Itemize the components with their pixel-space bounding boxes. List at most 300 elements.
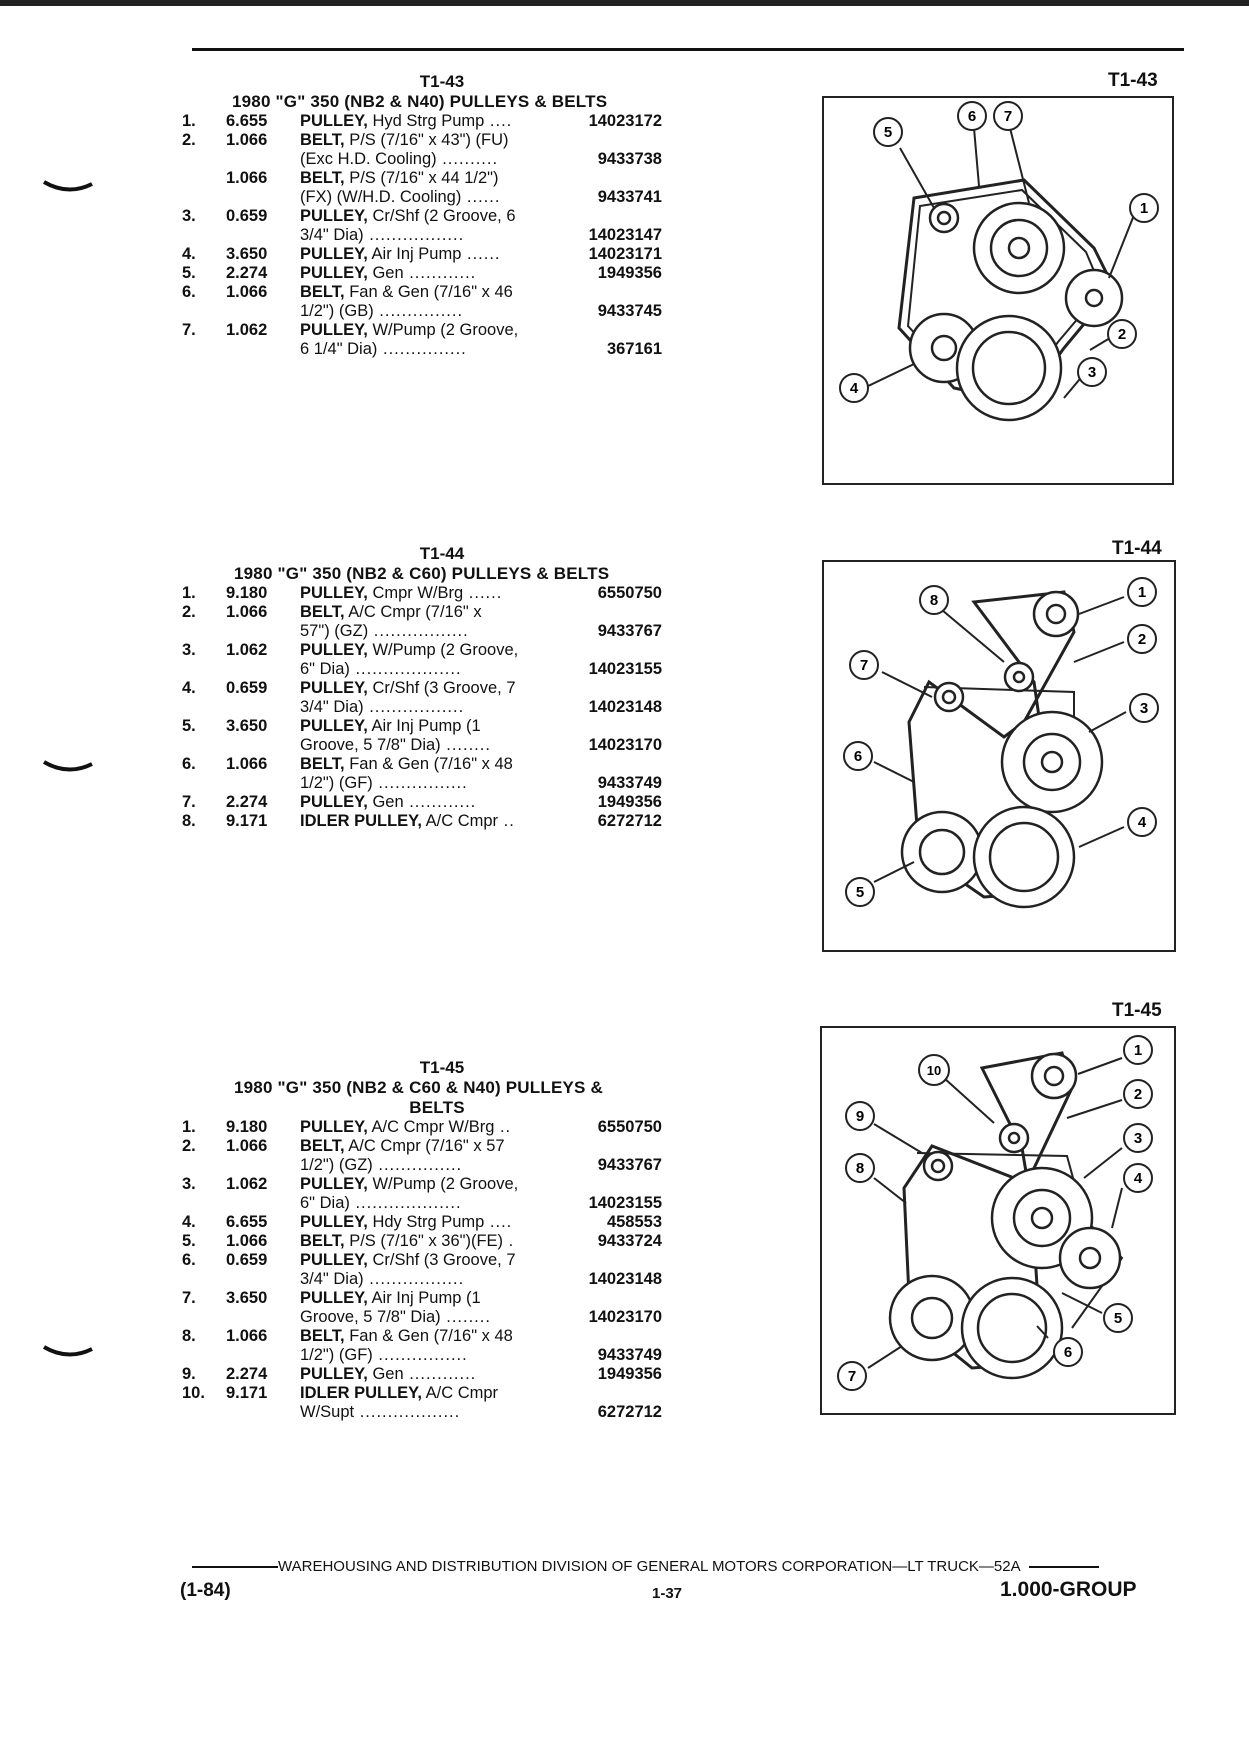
part-number	[566, 1327, 662, 1346]
item-description	[300, 1232, 566, 1251]
parts-row	[182, 622, 662, 641]
item-number	[182, 169, 226, 188]
item-detail: Air Inj Pump (1	[367, 717, 481, 735]
item-code	[226, 774, 300, 793]
svg-text:1: 1	[1137, 584, 1147, 601]
parts-row	[182, 131, 662, 150]
item-detail: 3/4" Dia)	[300, 698, 364, 716]
item-detail: A/C Cmpr	[421, 1384, 499, 1402]
item-number: 4.	[182, 679, 196, 697]
parts-row	[182, 283, 662, 302]
parts-row	[182, 245, 662, 264]
item-code: 0.659	[226, 679, 268, 697]
part-number: 14023171	[588, 245, 662, 263]
item-code	[226, 1194, 300, 1213]
parts-row	[182, 717, 662, 736]
part-number	[566, 641, 662, 660]
item-description	[300, 1289, 566, 1308]
item-code: 9.180	[226, 1118, 268, 1136]
item-type: PULLEY,	[300, 1365, 368, 1383]
item-number	[182, 1156, 226, 1175]
item-number: 3.	[182, 207, 196, 225]
item-detail: 6" Dia)	[300, 660, 350, 678]
binder-hole-mark	[42, 1345, 94, 1359]
item-code: 3.650	[226, 245, 268, 263]
item-number	[182, 698, 226, 717]
part-number	[566, 1175, 662, 1194]
item-type: PULLEY,	[300, 1251, 368, 1269]
item-type: PULLEY,	[300, 641, 368, 659]
section-code: T1-44	[419, 544, 465, 563]
part-number	[566, 283, 662, 302]
parts-row	[182, 1232, 662, 1251]
item-number: 3.	[182, 641, 196, 659]
svg-text:5: 5	[1113, 1310, 1123, 1327]
callout-6	[1054, 1338, 1082, 1366]
item-type: PULLEY,	[300, 717, 368, 735]
item-description	[300, 1346, 566, 1365]
item-code: 9.171	[226, 1384, 268, 1402]
item-number: 3.	[182, 1175, 196, 1193]
item-number: 7.	[182, 793, 196, 811]
callout-2	[1124, 1080, 1152, 1108]
parts-row	[182, 774, 662, 793]
item-detail: A/C Cmpr (7/16" x	[344, 603, 482, 621]
item-detail: Cr/Shf (2 Groove, 6	[367, 207, 516, 225]
part-number	[566, 679, 662, 698]
item-detail: Cr/Shf (3 Groove, 7	[367, 1251, 516, 1269]
parts-row	[182, 1175, 662, 1194]
part-number: 458553	[606, 1213, 662, 1231]
item-type: PULLEY,	[300, 321, 368, 339]
item-code	[226, 1156, 300, 1175]
part-number	[566, 169, 662, 188]
item-type: BELT,	[300, 1327, 345, 1345]
item-description	[300, 622, 566, 641]
svg-text:7: 7	[859, 657, 869, 674]
svg-text:6: 6	[967, 108, 977, 125]
parts-row	[182, 1118, 662, 1137]
part-number	[566, 207, 662, 226]
parts-row	[182, 1270, 662, 1289]
item-description	[300, 1270, 566, 1289]
item-type: PULLEY,	[300, 793, 368, 811]
item-number: 6.	[182, 283, 196, 301]
item-description	[300, 112, 566, 131]
item-detail: A/C Cmpr (7/16" x 57	[344, 1137, 505, 1155]
svg-text:1: 1	[1139, 200, 1149, 217]
callout-5	[1104, 1304, 1132, 1332]
footer-date: (1-84)	[180, 1580, 231, 1601]
svg-text:4: 4	[1137, 814, 1147, 831]
parts-section-t1-45	[182, 1058, 662, 1422]
item-description	[300, 660, 566, 679]
item-detail: Hdy Strg Pump	[367, 1213, 485, 1231]
item-code: 1.062	[226, 1175, 268, 1193]
item-detail: Hyd Strg Pump	[367, 112, 485, 130]
item-detail: Cmpr W/Brg	[367, 584, 464, 602]
item-code: 1.066	[226, 283, 268, 301]
svg-text:4: 4	[849, 380, 859, 397]
item-code	[226, 1403, 300, 1422]
item-description	[300, 245, 566, 264]
callout-2	[1128, 625, 1156, 653]
callout-7	[994, 102, 1022, 130]
item-number: 2.	[182, 603, 196, 621]
item-code	[226, 188, 300, 207]
item-type: BELT,	[300, 283, 345, 301]
item-description	[300, 188, 566, 207]
item-number	[182, 188, 226, 207]
item-description	[300, 603, 566, 622]
parts-row	[182, 264, 662, 283]
svg-text:7: 7	[847, 1368, 857, 1385]
item-number: 7.	[182, 321, 196, 339]
item-code: 1.066	[226, 603, 268, 621]
dot-leader: ............	[403, 793, 477, 811]
item-detail: Gen	[367, 264, 404, 282]
item-description	[300, 736, 566, 755]
section-title: 1980 "G" 350 (NB2 & C60) PULLEYS & BELTS	[234, 564, 610, 583]
section-title-continued: BELTS	[409, 1098, 465, 1117]
callout-6	[844, 742, 872, 770]
dot-leader: ..	[494, 1118, 512, 1136]
part-number	[566, 717, 662, 736]
callout-8	[846, 1154, 874, 1182]
item-code: 9.171	[226, 812, 268, 830]
dot-leader: .................	[363, 226, 465, 244]
dot-leader: .................	[363, 1270, 465, 1288]
item-code: 1.062	[226, 641, 268, 659]
svg-text:5: 5	[883, 124, 893, 141]
parts-row	[182, 1403, 662, 1422]
item-code	[226, 340, 300, 359]
part-number: 14023155	[588, 1194, 662, 1212]
part-number: 14023172	[588, 112, 662, 130]
item-code	[226, 660, 300, 679]
item-code: 0.659	[226, 207, 268, 225]
item-number: 8.	[182, 1327, 196, 1345]
item-description	[300, 1365, 566, 1384]
item-detail: 3/4" Dia)	[300, 1270, 364, 1288]
top-border	[0, 0, 1249, 6]
item-description	[300, 226, 566, 245]
item-description	[300, 169, 566, 188]
svg-text:9: 9	[855, 1108, 865, 1125]
callout-4	[1124, 1164, 1152, 1192]
svg-text:6: 6	[1063, 1344, 1073, 1361]
item-number: 6.	[182, 1251, 196, 1269]
item-type: PULLEY,	[300, 1175, 368, 1193]
parts-row	[182, 793, 662, 812]
callout-1	[1124, 1036, 1152, 1064]
item-description	[300, 793, 566, 812]
item-detail: A/C Cmpr	[421, 812, 499, 830]
callout-1	[1130, 194, 1158, 222]
item-detail: 3/4" Dia)	[300, 226, 364, 244]
part-number: 6550750	[597, 584, 662, 602]
item-number: 5.	[182, 717, 196, 735]
item-code	[226, 226, 300, 245]
item-description	[300, 1251, 566, 1270]
item-description	[300, 1137, 566, 1156]
item-code	[226, 150, 300, 169]
item-type: PULLEY,	[300, 1213, 368, 1231]
parts-row	[182, 641, 662, 660]
part-number: 9433745	[597, 302, 662, 320]
item-number	[182, 1270, 226, 1289]
callout-4	[1128, 808, 1156, 836]
item-detail: Groove, 5 7/8" Dia)	[300, 1308, 441, 1326]
item-detail: Fan & Gen (7/16" x 48	[344, 755, 513, 773]
section-code: T1-45	[419, 1058, 465, 1077]
item-code: 2.274	[226, 264, 268, 282]
item-number	[182, 150, 226, 169]
item-code: 0.659	[226, 1251, 268, 1269]
item-type: IDLER PULLEY,	[300, 1384, 422, 1402]
item-detail: 1/2") (GF)	[300, 774, 373, 792]
parts-row	[182, 812, 662, 831]
header-rule	[192, 48, 1184, 51]
item-number	[182, 1346, 226, 1365]
parts-row	[182, 1346, 662, 1365]
item-description	[300, 641, 566, 660]
dot-leader: ...............	[373, 302, 464, 320]
item-number	[182, 660, 226, 679]
part-number	[566, 603, 662, 622]
part-number	[566, 1384, 662, 1403]
dot-leader: ......	[461, 245, 501, 263]
dot-leader: ................	[372, 774, 468, 792]
parts-row	[182, 112, 662, 131]
item-detail: P/S (7/16" x 36")(FE)	[344, 1232, 504, 1250]
dot-leader: .................	[368, 622, 469, 640]
pulley-diagram-t1-44	[822, 560, 1176, 952]
parts-row	[182, 698, 662, 717]
item-detail: P/S (7/16" x 44 1/2")	[344, 169, 499, 187]
dot-leader: ........	[440, 736, 491, 754]
item-description	[300, 1213, 566, 1232]
dot-leader: ...................	[349, 1194, 462, 1212]
parts-row	[182, 321, 662, 340]
part-number: 6272712	[597, 812, 662, 830]
item-description	[300, 283, 566, 302]
svg-text:7: 7	[1003, 108, 1013, 125]
dot-leader: ......	[463, 584, 503, 602]
item-description	[300, 717, 566, 736]
item-number: 1.	[182, 1118, 196, 1136]
svg-text:8: 8	[929, 592, 939, 609]
item-type: BELT,	[300, 1232, 345, 1250]
item-detail: 6 1/4" Dia)	[300, 340, 378, 358]
parts-row	[182, 1289, 662, 1308]
item-description	[300, 812, 566, 831]
item-description	[300, 207, 566, 226]
part-number	[566, 131, 662, 150]
item-detail: Gen	[367, 793, 404, 811]
item-detail: Gen	[367, 1365, 404, 1383]
item-number: 2.	[182, 1137, 196, 1155]
callout-1	[1128, 578, 1156, 606]
item-description	[300, 698, 566, 717]
section-title: 1980 "G" 350 (NB2 & C60 & N40) PULLEYS &	[234, 1078, 603, 1097]
pulley-diagram-t1-43	[822, 96, 1174, 485]
parts-row	[182, 1213, 662, 1232]
item-type: PULLEY,	[300, 207, 368, 225]
parts-row	[182, 1308, 662, 1327]
belt-routing-illustration	[822, 1028, 1174, 1413]
dot-leader: ..................	[354, 1403, 461, 1421]
part-number: 9433741	[597, 188, 662, 206]
svg-text:4: 4	[1133, 1170, 1143, 1187]
item-number: 6.	[182, 755, 196, 773]
item-description	[300, 1194, 566, 1213]
part-number: 6272712	[597, 1403, 662, 1421]
item-type: PULLEY,	[300, 679, 368, 697]
item-detail: A/C Cmpr W/Brg	[367, 1118, 495, 1136]
part-number: 14023147	[588, 226, 662, 244]
item-detail: W/Pump (2 Groove,	[367, 641, 519, 659]
item-code	[226, 622, 300, 641]
item-description	[300, 321, 566, 340]
item-code	[226, 1346, 300, 1365]
item-number: 10.	[182, 1384, 205, 1402]
item-code: 6.655	[226, 1213, 268, 1231]
callout-2	[1108, 320, 1136, 348]
item-description	[300, 1156, 566, 1175]
parts-row	[182, 1365, 662, 1384]
item-number	[182, 340, 226, 359]
figure-label: T1-45	[1112, 1000, 1162, 1021]
part-number: 1949356	[597, 1365, 662, 1383]
item-description	[300, 679, 566, 698]
part-number: 9433767	[597, 622, 662, 640]
parts-row	[182, 150, 662, 169]
item-detail: Air Inj Pump	[367, 245, 462, 263]
parts-row	[182, 679, 662, 698]
parts-row	[182, 1156, 662, 1175]
item-type: BELT,	[300, 131, 345, 149]
item-number: 4.	[182, 245, 196, 263]
item-detail: P/S (7/16" x 43") (FU)	[344, 131, 509, 149]
parts-row	[182, 188, 662, 207]
item-code: 1.066	[226, 1232, 268, 1250]
parts-row	[182, 302, 662, 321]
part-number: 14023148	[588, 1270, 662, 1288]
part-number	[566, 755, 662, 774]
svg-text:2: 2	[1117, 326, 1127, 343]
item-detail: 1/2") (GF)	[300, 1346, 373, 1364]
svg-text:5: 5	[855, 884, 865, 901]
item-description	[300, 1384, 566, 1403]
item-detail: (Exc H.D. Cooling)	[300, 150, 437, 168]
part-number: 14023170	[588, 736, 662, 754]
parts-row	[182, 584, 662, 603]
item-description	[300, 150, 566, 169]
dot-leader: .................	[363, 698, 465, 716]
item-description	[300, 1118, 566, 1137]
dot-leader: ................	[372, 1346, 468, 1364]
pulley-diagram-t1-45	[820, 1026, 1176, 1415]
part-number: 367161	[606, 340, 662, 358]
item-description	[300, 340, 566, 359]
callout-3	[1130, 694, 1158, 722]
callout-10	[919, 1055, 949, 1085]
item-description	[300, 1175, 566, 1194]
svg-text:2: 2	[1133, 1086, 1143, 1103]
parts-row	[182, 340, 662, 359]
item-number	[182, 1308, 226, 1327]
callout-6	[958, 102, 986, 130]
svg-text:10: 10	[926, 1063, 942, 1078]
item-number	[182, 774, 226, 793]
item-detail: Cr/Shf (3 Groove, 7	[367, 679, 516, 697]
parts-section-t1-43	[182, 72, 662, 359]
parts-row	[182, 755, 662, 774]
item-type: PULLEY,	[300, 245, 368, 263]
callout-7	[850, 651, 878, 679]
item-code	[226, 1270, 300, 1289]
item-code	[226, 698, 300, 717]
parts-row	[182, 1327, 662, 1346]
part-number	[566, 1251, 662, 1270]
item-detail: Groove, 5 7/8" Dia)	[300, 736, 441, 754]
item-number: 8.	[182, 812, 196, 830]
dot-leader: .	[503, 1232, 515, 1250]
item-number: 4.	[182, 1213, 196, 1231]
item-type: IDLER PULLEY,	[300, 812, 422, 830]
parts-row	[182, 207, 662, 226]
footer-division-text: WAREHOUSING AND DISTRIBUTION DIVISION OF GENERAL MOTORS CORPORATION—LT TRUCK—52A	[278, 1558, 1021, 1575]
svg-text:3: 3	[1133, 1130, 1143, 1147]
svg-text:8: 8	[855, 1160, 865, 1177]
item-detail: Air Inj Pump (1	[367, 1289, 481, 1307]
part-number: 1949356	[597, 264, 662, 282]
item-code: 9.180	[226, 584, 268, 602]
parts-list	[182, 1118, 662, 1422]
dot-leader: ..	[498, 812, 515, 830]
parts-row	[182, 1251, 662, 1270]
parts-row	[182, 226, 662, 245]
item-type: BELT,	[300, 169, 345, 187]
item-type: PULLEY,	[300, 1118, 368, 1136]
item-number	[182, 1403, 226, 1422]
item-description	[300, 755, 566, 774]
part-number: 14023155	[588, 660, 662, 678]
item-code	[226, 736, 300, 755]
item-code: 2.274	[226, 1365, 268, 1383]
item-code: 1.066	[226, 1327, 268, 1345]
parts-row	[182, 169, 662, 188]
belt-routing-illustration	[824, 98, 1172, 483]
footer-group: 1.000-GROUP	[1000, 1578, 1137, 1601]
item-description	[300, 774, 566, 793]
item-number	[182, 736, 226, 755]
parts-section-t1-44	[182, 544, 662, 831]
item-number: 1.	[182, 112, 196, 130]
item-detail: 57") (GZ)	[300, 622, 369, 640]
item-code: 1.062	[226, 321, 268, 339]
item-description	[300, 302, 566, 321]
item-type: BELT,	[300, 603, 345, 621]
part-number	[566, 321, 662, 340]
item-number: 2.	[182, 131, 196, 149]
item-detail: W/Supt	[300, 1403, 355, 1421]
item-number	[182, 1194, 226, 1213]
item-type: PULLEY,	[300, 1289, 368, 1307]
item-code: 1.066	[226, 131, 268, 149]
item-code: 1.066	[226, 755, 268, 773]
